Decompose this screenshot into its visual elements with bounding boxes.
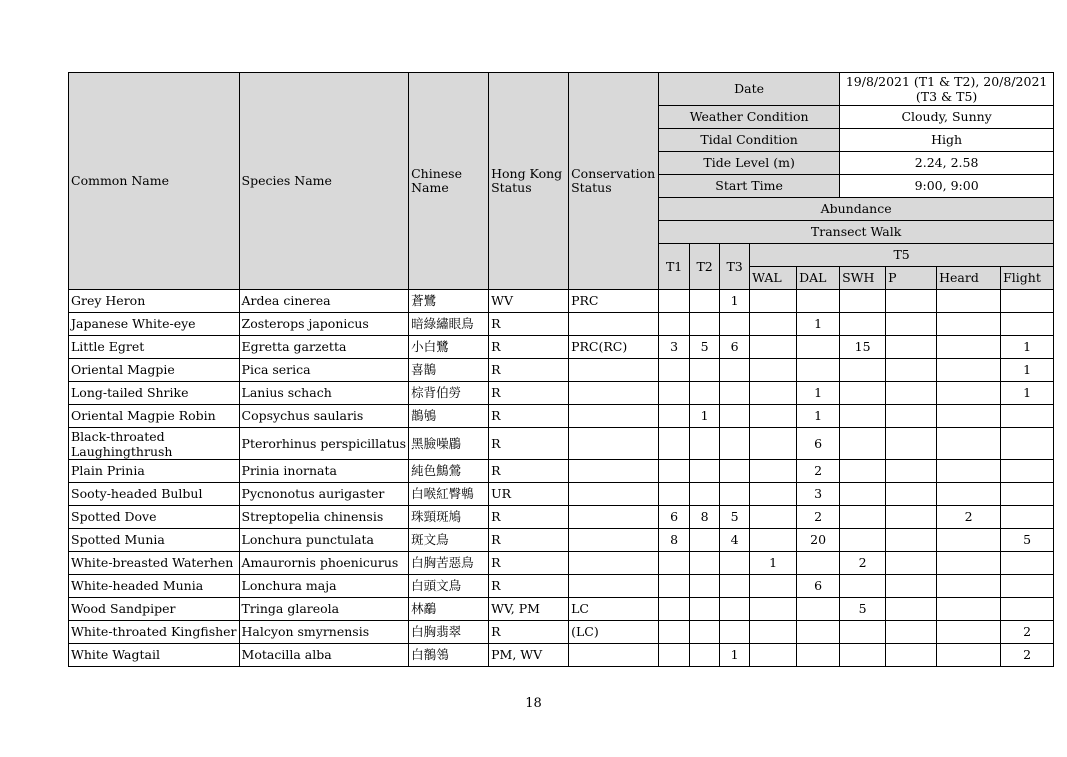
- common-name: Oriental Magpie: [69, 359, 240, 382]
- count-dal: [797, 621, 840, 644]
- count-flight: [1001, 313, 1054, 336]
- header-t2: T2: [690, 244, 720, 290]
- count-swh: [840, 483, 886, 506]
- conservation-status: [569, 460, 659, 483]
- count-t1: [659, 405, 690, 428]
- count-p: [886, 598, 937, 621]
- count-wal: [750, 460, 797, 483]
- count-swh: [840, 529, 886, 552]
- chinese-name: 白喉紅臀鵯: [409, 483, 489, 506]
- header-date-value: 19/8/2021 (T1 & T2), 20/8/2021 (T3 & T5): [840, 73, 1054, 106]
- species-name: Lonchura punctulata: [239, 529, 409, 552]
- header-start-time-value: 9:00, 9:00: [840, 175, 1054, 198]
- species-name: Tringa glareola: [239, 598, 409, 621]
- hk-status: R: [489, 552, 569, 575]
- count-heard: [937, 428, 1001, 460]
- count-p: [886, 405, 937, 428]
- header-tidal-label: Tidal Condition: [659, 129, 840, 152]
- count-flight: [1001, 598, 1054, 621]
- count-heard: [937, 359, 1001, 382]
- count-t2: [690, 598, 720, 621]
- chinese-name: 小白鷺: [409, 336, 489, 359]
- hk-status: UR: [489, 483, 569, 506]
- count-p: [886, 506, 937, 529]
- count-t2: [690, 575, 720, 598]
- count-wal: [750, 359, 797, 382]
- count-dal: 1: [797, 382, 840, 405]
- count-dal: [797, 644, 840, 667]
- count-swh: [840, 313, 886, 336]
- count-t2: [690, 313, 720, 336]
- table-row: [69, 621, 1054, 644]
- header-dal: DAL: [797, 267, 840, 290]
- count-dal: 2: [797, 460, 840, 483]
- header-conservation-status: Conservation Status: [569, 73, 659, 290]
- hk-status: WV: [489, 290, 569, 313]
- species-name: Streptopelia chinensis: [239, 506, 409, 529]
- header-weather-value: Cloudy, Sunny: [840, 106, 1054, 129]
- table-row: [69, 290, 1054, 313]
- species-name: Motacilla alba: [239, 644, 409, 667]
- conservation-status: [569, 382, 659, 405]
- header-t3: T3: [720, 244, 750, 290]
- count-flight: 2: [1001, 621, 1054, 644]
- count-heard: [937, 552, 1001, 575]
- conservation-status: [569, 644, 659, 667]
- count-t2: [690, 428, 720, 460]
- species-name: Ardea cinerea: [239, 290, 409, 313]
- chinese-name: 白胸翡翠: [409, 621, 489, 644]
- header-tide-level-value: 2.24, 2.58: [840, 152, 1054, 175]
- count-wal: [750, 621, 797, 644]
- count-t3: [720, 359, 750, 382]
- conservation-status: PRC: [569, 290, 659, 313]
- chinese-name: 白頭文鳥: [409, 575, 489, 598]
- count-dal: 6: [797, 428, 840, 460]
- common-name: White-throated Kingfisher: [69, 621, 240, 644]
- conservation-status: (LC): [569, 621, 659, 644]
- count-t3: [720, 483, 750, 506]
- count-t3: [720, 313, 750, 336]
- table-row: [69, 483, 1054, 506]
- count-t2: [690, 644, 720, 667]
- count-wal: [750, 382, 797, 405]
- count-dal: 6: [797, 575, 840, 598]
- count-dal: [797, 598, 840, 621]
- count-p: [886, 336, 937, 359]
- species-name: Prinia inornata: [239, 460, 409, 483]
- count-swh: [840, 460, 886, 483]
- table-row: [69, 598, 1054, 621]
- chinese-name: 純色鷦鶯: [409, 460, 489, 483]
- count-swh: [840, 644, 886, 667]
- species-name: Copsychus saularis: [239, 405, 409, 428]
- count-t1: [659, 644, 690, 667]
- count-swh: 15: [840, 336, 886, 359]
- count-wal: [750, 575, 797, 598]
- count-t2: [690, 529, 720, 552]
- chinese-name: 黑臉噪鶥: [409, 428, 489, 460]
- count-t3: 4: [720, 529, 750, 552]
- hk-status: R: [489, 621, 569, 644]
- common-name: White-breasted Waterhen: [69, 552, 240, 575]
- count-flight: 1: [1001, 382, 1054, 405]
- count-dal: [797, 336, 840, 359]
- count-flight: 1: [1001, 336, 1054, 359]
- species-name: Pterorhinus perspicillatus: [239, 428, 409, 460]
- species-name: Egretta garzetta: [239, 336, 409, 359]
- hk-status: PM, WV: [489, 644, 569, 667]
- table-row: [69, 529, 1054, 552]
- chinese-name: 棕背伯勞: [409, 382, 489, 405]
- common-name: Black-throated Laughingthrush: [69, 428, 240, 460]
- header-common-name: Common Name: [69, 73, 240, 290]
- count-swh: 5: [840, 598, 886, 621]
- count-swh: [840, 506, 886, 529]
- count-t3: 1: [720, 290, 750, 313]
- count-p: [886, 290, 937, 313]
- count-t2: [690, 460, 720, 483]
- hk-status: R: [489, 529, 569, 552]
- species-name: Lanius schach: [239, 382, 409, 405]
- count-dal: 20: [797, 529, 840, 552]
- count-t1: [659, 483, 690, 506]
- common-name: Oriental Magpie Robin: [69, 405, 240, 428]
- header-abundance: Abundance: [659, 198, 1054, 221]
- header-species-name: Species Name: [239, 73, 409, 290]
- count-heard: [937, 575, 1001, 598]
- count-t2: 5: [690, 336, 720, 359]
- conservation-status: PRC(RC): [569, 336, 659, 359]
- count-wal: [750, 506, 797, 529]
- hk-status: R: [489, 359, 569, 382]
- count-t1: [659, 313, 690, 336]
- count-swh: [840, 405, 886, 428]
- common-name: Spotted Dove: [69, 506, 240, 529]
- header-tide-level-label: Tide Level (m): [659, 152, 840, 175]
- count-swh: [840, 575, 886, 598]
- count-t3: [720, 382, 750, 405]
- common-name: White Wagtail: [69, 644, 240, 667]
- count-t3: [720, 460, 750, 483]
- count-t1: 6: [659, 506, 690, 529]
- count-wal: [750, 483, 797, 506]
- header-heard: Heard: [937, 267, 1001, 290]
- chinese-name: 暗綠繡眼鳥: [409, 313, 489, 336]
- table-row: [69, 575, 1054, 598]
- table-row: [69, 382, 1054, 405]
- common-name: Spotted Munia: [69, 529, 240, 552]
- count-swh: 2: [840, 552, 886, 575]
- count-heard: [937, 382, 1001, 405]
- count-wal: [750, 313, 797, 336]
- count-t3: [720, 575, 750, 598]
- common-name: Long-tailed Shrike: [69, 382, 240, 405]
- common-name: Wood Sandpiper: [69, 598, 240, 621]
- header-date-label: Date: [659, 73, 840, 106]
- conservation-status: [569, 529, 659, 552]
- count-dal: [797, 552, 840, 575]
- count-t1: [659, 575, 690, 598]
- hk-status: R: [489, 506, 569, 529]
- conservation-status: [569, 428, 659, 460]
- count-t1: 3: [659, 336, 690, 359]
- table-row: [69, 313, 1054, 336]
- header-tidal-value: High: [840, 129, 1054, 152]
- count-dal: 1: [797, 313, 840, 336]
- count-heard: [937, 644, 1001, 667]
- count-wal: [750, 598, 797, 621]
- chinese-name: 鵲鴝: [409, 405, 489, 428]
- count-dal: 3: [797, 483, 840, 506]
- count-t1: 8: [659, 529, 690, 552]
- species-name: Pycnonotus aurigaster: [239, 483, 409, 506]
- count-wal: [750, 290, 797, 313]
- count-t1: [659, 552, 690, 575]
- conservation-status: [569, 552, 659, 575]
- conservation-status: [569, 483, 659, 506]
- count-p: [886, 644, 937, 667]
- hk-status: R: [489, 428, 569, 460]
- species-name: Pica serica: [239, 359, 409, 382]
- header-weather-label: Weather Condition: [659, 106, 840, 129]
- count-t3: [720, 598, 750, 621]
- count-t1: [659, 359, 690, 382]
- hk-status: R: [489, 460, 569, 483]
- hk-status: R: [489, 405, 569, 428]
- count-flight: [1001, 575, 1054, 598]
- count-dal: 1: [797, 405, 840, 428]
- hk-status: R: [489, 336, 569, 359]
- count-heard: [937, 336, 1001, 359]
- conservation-status: [569, 506, 659, 529]
- count-heard: [937, 405, 1001, 428]
- species-name: Zosterops japonicus: [239, 313, 409, 336]
- count-t1: [659, 382, 690, 405]
- count-t2: [690, 621, 720, 644]
- count-t1: [659, 460, 690, 483]
- common-name: Japanese White-eye: [69, 313, 240, 336]
- header-t5: T5: [750, 244, 1054, 267]
- count-dal: [797, 359, 840, 382]
- table-row: [69, 428, 1054, 460]
- count-t1: [659, 290, 690, 313]
- count-swh: [840, 290, 886, 313]
- bird-survey-table: [68, 72, 1054, 667]
- count-p: [886, 313, 937, 336]
- count-p: [886, 382, 937, 405]
- count-flight: [1001, 460, 1054, 483]
- common-name: Grey Heron: [69, 290, 240, 313]
- count-t3: [720, 621, 750, 644]
- hk-status: R: [489, 382, 569, 405]
- count-flight: [1001, 428, 1054, 460]
- count-t2: [690, 483, 720, 506]
- count-p: [886, 483, 937, 506]
- page-number: 18: [525, 696, 542, 711]
- hk-status: R: [489, 575, 569, 598]
- count-swh: [840, 382, 886, 405]
- common-name: White-headed Munia: [69, 575, 240, 598]
- count-p: [886, 460, 937, 483]
- count-flight: [1001, 483, 1054, 506]
- conservation-status: [569, 575, 659, 598]
- count-flight: 1: [1001, 359, 1054, 382]
- count-heard: [937, 460, 1001, 483]
- count-flight: [1001, 506, 1054, 529]
- table-row: [69, 644, 1054, 667]
- chinese-name: 林鷸: [409, 598, 489, 621]
- header-flight: Flight: [1001, 267, 1054, 290]
- count-dal: 2: [797, 506, 840, 529]
- count-t2: 8: [690, 506, 720, 529]
- count-t1: [659, 621, 690, 644]
- count-p: [886, 428, 937, 460]
- count-swh: [840, 621, 886, 644]
- count-t1: [659, 428, 690, 460]
- table-row: [69, 359, 1054, 382]
- header-swh: SWH: [840, 267, 886, 290]
- count-wal: [750, 405, 797, 428]
- count-flight: [1001, 405, 1054, 428]
- count-t2: [690, 382, 720, 405]
- table-row: [69, 336, 1054, 359]
- count-t3: [720, 552, 750, 575]
- count-heard: [937, 313, 1001, 336]
- conservation-status: LC: [569, 598, 659, 621]
- count-heard: 2: [937, 506, 1001, 529]
- count-t3: [720, 428, 750, 460]
- species-name: Lonchura maja: [239, 575, 409, 598]
- count-p: [886, 359, 937, 382]
- chinese-name: 斑文鳥: [409, 529, 489, 552]
- header-hk-status: Hong Kong Status: [489, 73, 569, 290]
- count-p: [886, 621, 937, 644]
- count-p: [886, 575, 937, 598]
- count-t3: 1: [720, 644, 750, 667]
- count-heard: [937, 529, 1001, 552]
- chinese-name: 白胸苦惡鳥: [409, 552, 489, 575]
- count-swh: [840, 359, 886, 382]
- count-heard: [937, 290, 1001, 313]
- hk-status: R: [489, 313, 569, 336]
- species-name: Halcyon smyrnensis: [239, 621, 409, 644]
- hk-status: WV, PM: [489, 598, 569, 621]
- count-wal: [750, 428, 797, 460]
- count-heard: [937, 598, 1001, 621]
- common-name: Sooty-headed Bulbul: [69, 483, 240, 506]
- count-t3: 6: [720, 336, 750, 359]
- count-wal: [750, 644, 797, 667]
- conservation-status: [569, 405, 659, 428]
- count-t2: [690, 359, 720, 382]
- chinese-name: 白鶺鴒: [409, 644, 489, 667]
- species-name: Amaurornis phoenicurus: [239, 552, 409, 575]
- header-p: P: [886, 267, 937, 290]
- header-start-time-label: Start Time: [659, 175, 840, 198]
- table-row: [69, 405, 1054, 428]
- count-t3: 5: [720, 506, 750, 529]
- count-flight: 2: [1001, 644, 1054, 667]
- count-flight: [1001, 290, 1054, 313]
- table-row: [69, 460, 1054, 483]
- count-flight: [1001, 552, 1054, 575]
- header-wal: WAL: [750, 267, 797, 290]
- conservation-status: [569, 313, 659, 336]
- count-t2: [690, 552, 720, 575]
- conservation-status: [569, 359, 659, 382]
- count-wal: [750, 529, 797, 552]
- count-heard: [937, 483, 1001, 506]
- count-t2: 1: [690, 405, 720, 428]
- count-t2: [690, 290, 720, 313]
- header-transect-walk: Transect Walk: [659, 221, 1054, 244]
- count-wal: 1: [750, 552, 797, 575]
- chinese-name: 蒼鷺: [409, 290, 489, 313]
- table-row: [69, 552, 1054, 575]
- count-p: [886, 529, 937, 552]
- count-t3: [720, 405, 750, 428]
- chinese-name: 喜鵲: [409, 359, 489, 382]
- count-wal: [750, 336, 797, 359]
- header-chinese-name: Chinese Name: [409, 73, 489, 290]
- table-row: [69, 506, 1054, 529]
- count-swh: [840, 428, 886, 460]
- common-name: Plain Prinia: [69, 460, 240, 483]
- count-dal: [797, 290, 840, 313]
- count-p: [886, 552, 937, 575]
- common-name: Little Egret: [69, 336, 240, 359]
- count-heard: [937, 621, 1001, 644]
- count-flight: 5: [1001, 529, 1054, 552]
- chinese-name: 珠頸斑鳩: [409, 506, 489, 529]
- header-t1: T1: [659, 244, 690, 290]
- count-t1: [659, 598, 690, 621]
